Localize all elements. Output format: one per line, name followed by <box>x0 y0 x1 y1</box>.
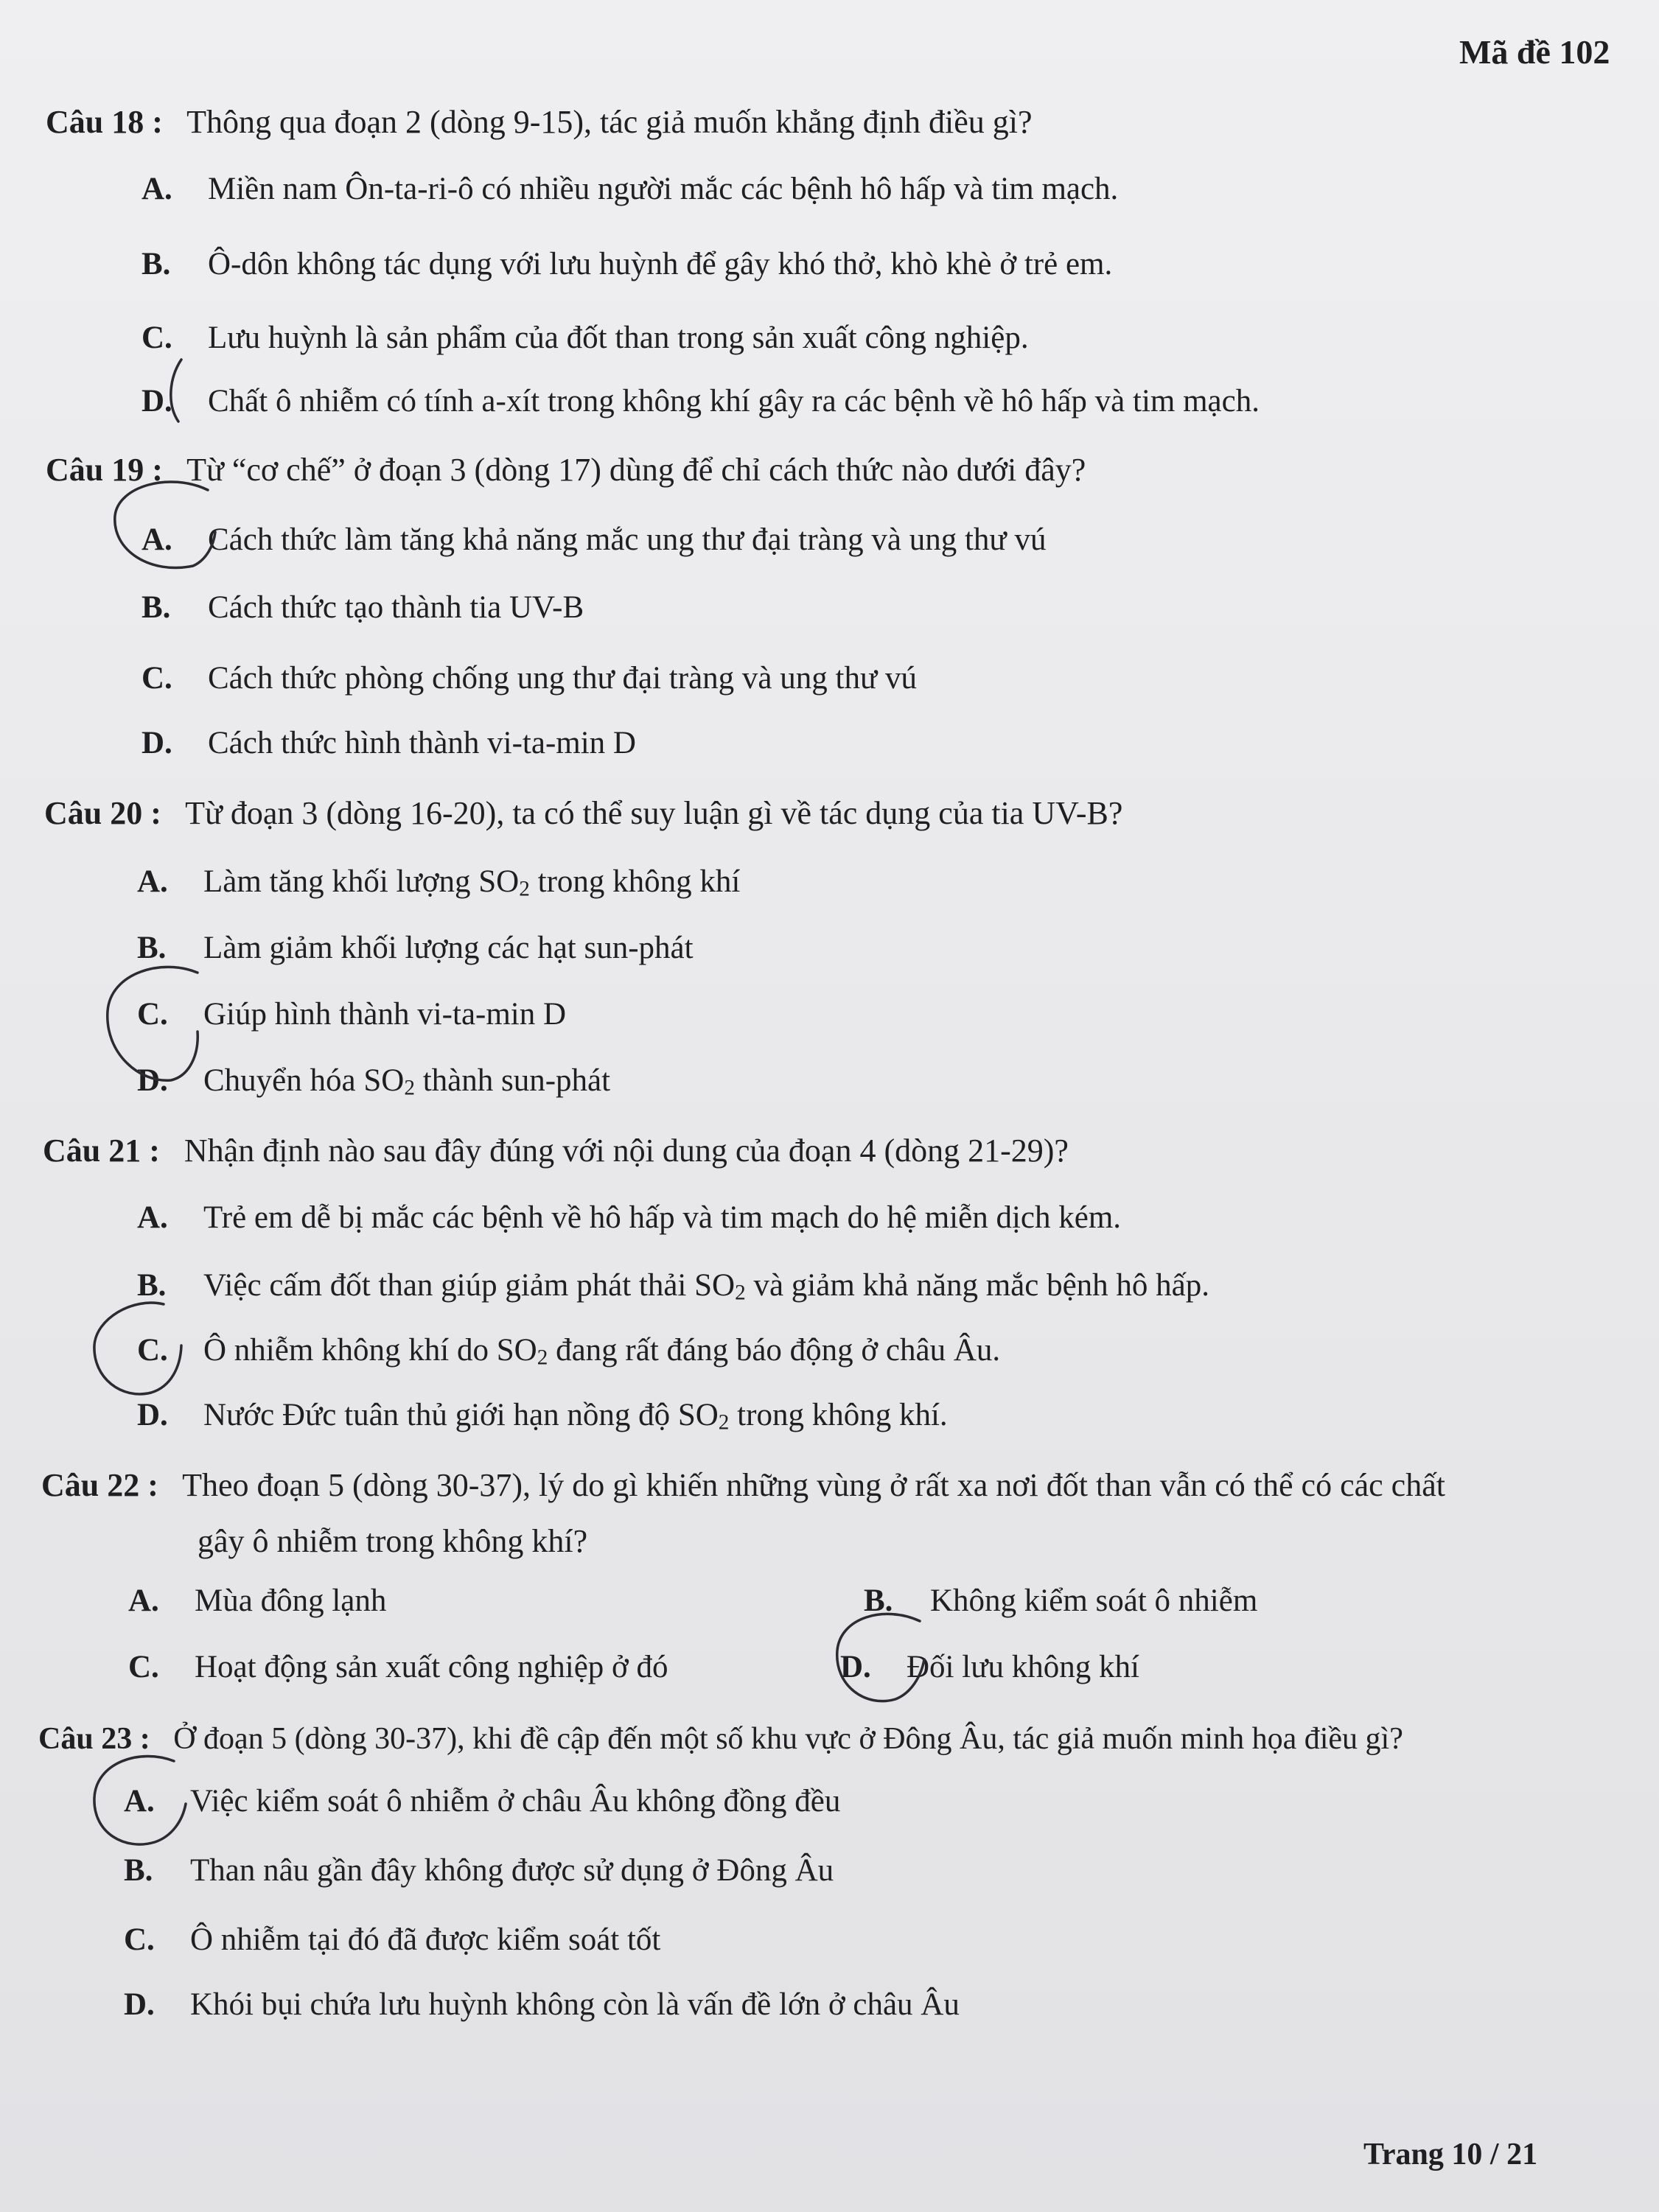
q18-option-b: B. Ô-dôn không tác dụng với lưu huỳnh để gây khó thở, khò khè ở trẻ em. <box>142 247 1113 281</box>
question-text: Theo đoạn 5 (dòng 30-37), lý do gì khiến những vùng ở rất xa nơi đốt than vẫn có thể có các chất <box>182 1467 1445 1503</box>
question-22 <box>41 1466 1445 1504</box>
q21-option-c: C. Ô nhiễm không khí do $SO_2$ đang rất đáng báo động ở châu Âu. <box>137 1333 1001 1370</box>
q23-option-c: C. Ô nhiễm tại đó đã được kiểm soát tốt <box>124 1922 661 1957</box>
page-number: Trang 10 / 21 <box>1363 2138 1538 2171</box>
question-text: Ở đoạn 5 (dòng 30-37), khi đề cập đến một số khu vực ở Đông Âu, tác giả muốn minh họa điều gì? <box>173 1722 1403 1756</box>
q18-option-c: C. Lưu huỳnh là sản phẩm của đốt than trong sản xuất công nghiệp. <box>142 321 1029 355</box>
question-19 <box>46 451 1086 489</box>
q22-option-b: B. Không kiểm soát ô nhiễm <box>864 1583 1258 1618</box>
question-21 <box>43 1132 1069 1169</box>
q21-option-b: B. Việc cấm đốt than giúp giảm phát thải $SO_2$ và giảm khả năng mắc bệnh hô hấp. <box>137 1268 1209 1305</box>
question-20 <box>44 794 1122 832</box>
q18-option-d: D. Chất ô nhiễm có tính a-xít trong không khí gây ra các bệnh về hô hấp và tim mạch. <box>142 384 1260 419</box>
q22-option-c: C. Hoạt động sản xuất công nghiệp ở đó <box>128 1650 668 1684</box>
q21-option-a: A. Trẻ em dễ bị mắc các bệnh về hô hấp và tim mạch do hệ miễn dịch kém. <box>137 1200 1122 1235</box>
q20-option-d: D. Chuyển hóa $SO_2$ thành sun-phát <box>137 1063 611 1100</box>
q23-option-d: D. Khói bụi chứa lưu huỳnh không còn là vấn đề lớn ở châu Âu <box>124 1987 960 2022</box>
q20-option-a: A. Làm tăng khối lượng $SO_2$ trong không khí <box>137 864 741 901</box>
question-label: Câu 22 : <box>41 1467 158 1503</box>
question-label: Câu 20 : <box>44 795 161 831</box>
q20-option-c: C. Giúp hình thành vi-ta-min D <box>137 997 567 1032</box>
question-text: Từ “cơ chế” ở đoạn 3 (dòng 17) dùng để chỉ cách thức nào dưới đây? <box>186 452 1086 488</box>
question-label: Câu 19 : <box>46 452 163 488</box>
exam-code: Mã đề 102 <box>1459 33 1610 71</box>
q20-option-b: B. Làm giảm khối lượng các hạt sun-phát <box>137 931 694 965</box>
q18-option-a: A. Miền nam Ôn-ta-ri-ô có nhiều người mắc các bệnh hô hấp và tim mạch. <box>142 172 1119 206</box>
question-text: Từ đoạn 3 (dòng 16-20), ta có thể suy luận gì về tác dụng của tia UV-B? <box>185 795 1123 831</box>
question-18 <box>46 103 1033 141</box>
q19-option-a: A. Cách thức làm tăng khả năng mắc ung thư đại tràng và ung thư vú <box>142 522 1047 557</box>
q19-option-d: D. Cách thức hình thành vi-ta-min D <box>142 726 636 760</box>
q21-option-d: D. Nước Đức tuân thủ giới hạn nồng độ $SO_2$ trong không khí. <box>137 1398 948 1435</box>
q23-option-a: A. Việc kiểm soát ô nhiễm ở châu Âu không đồng đều <box>124 1784 841 1819</box>
question-22-continuation: gây ô nhiễm trong không khí? <box>198 1523 588 1559</box>
q19-option-c: C. Cách thức phòng chống ung thư đại tràng và ung thư vú <box>142 661 917 696</box>
question-text: Thông qua đoạn 2 (dòng 9-15), tác giả muốn khẳng định điều gì? <box>186 104 1033 140</box>
question-label: Câu 21 : <box>43 1133 160 1169</box>
q22-option-a: A. Mùa đông lạnh <box>128 1583 387 1618</box>
q19-option-b: B. Cách thức tạo thành tia UV-B <box>142 590 584 625</box>
question-text: Nhận định nào sau đây đúng với nội dung của đoạn 4 (dòng 21-29)? <box>184 1133 1069 1169</box>
q22-option-d: D. Đối lưu không khí <box>840 1650 1139 1684</box>
question-label: Câu 23 : <box>38 1722 150 1756</box>
question-label: Câu 18 : <box>46 104 163 140</box>
q23-option-b: B. Than nâu gần đây không được sử dụng ở Đông Âu <box>124 1853 834 1888</box>
question-23 <box>38 1721 1403 1757</box>
